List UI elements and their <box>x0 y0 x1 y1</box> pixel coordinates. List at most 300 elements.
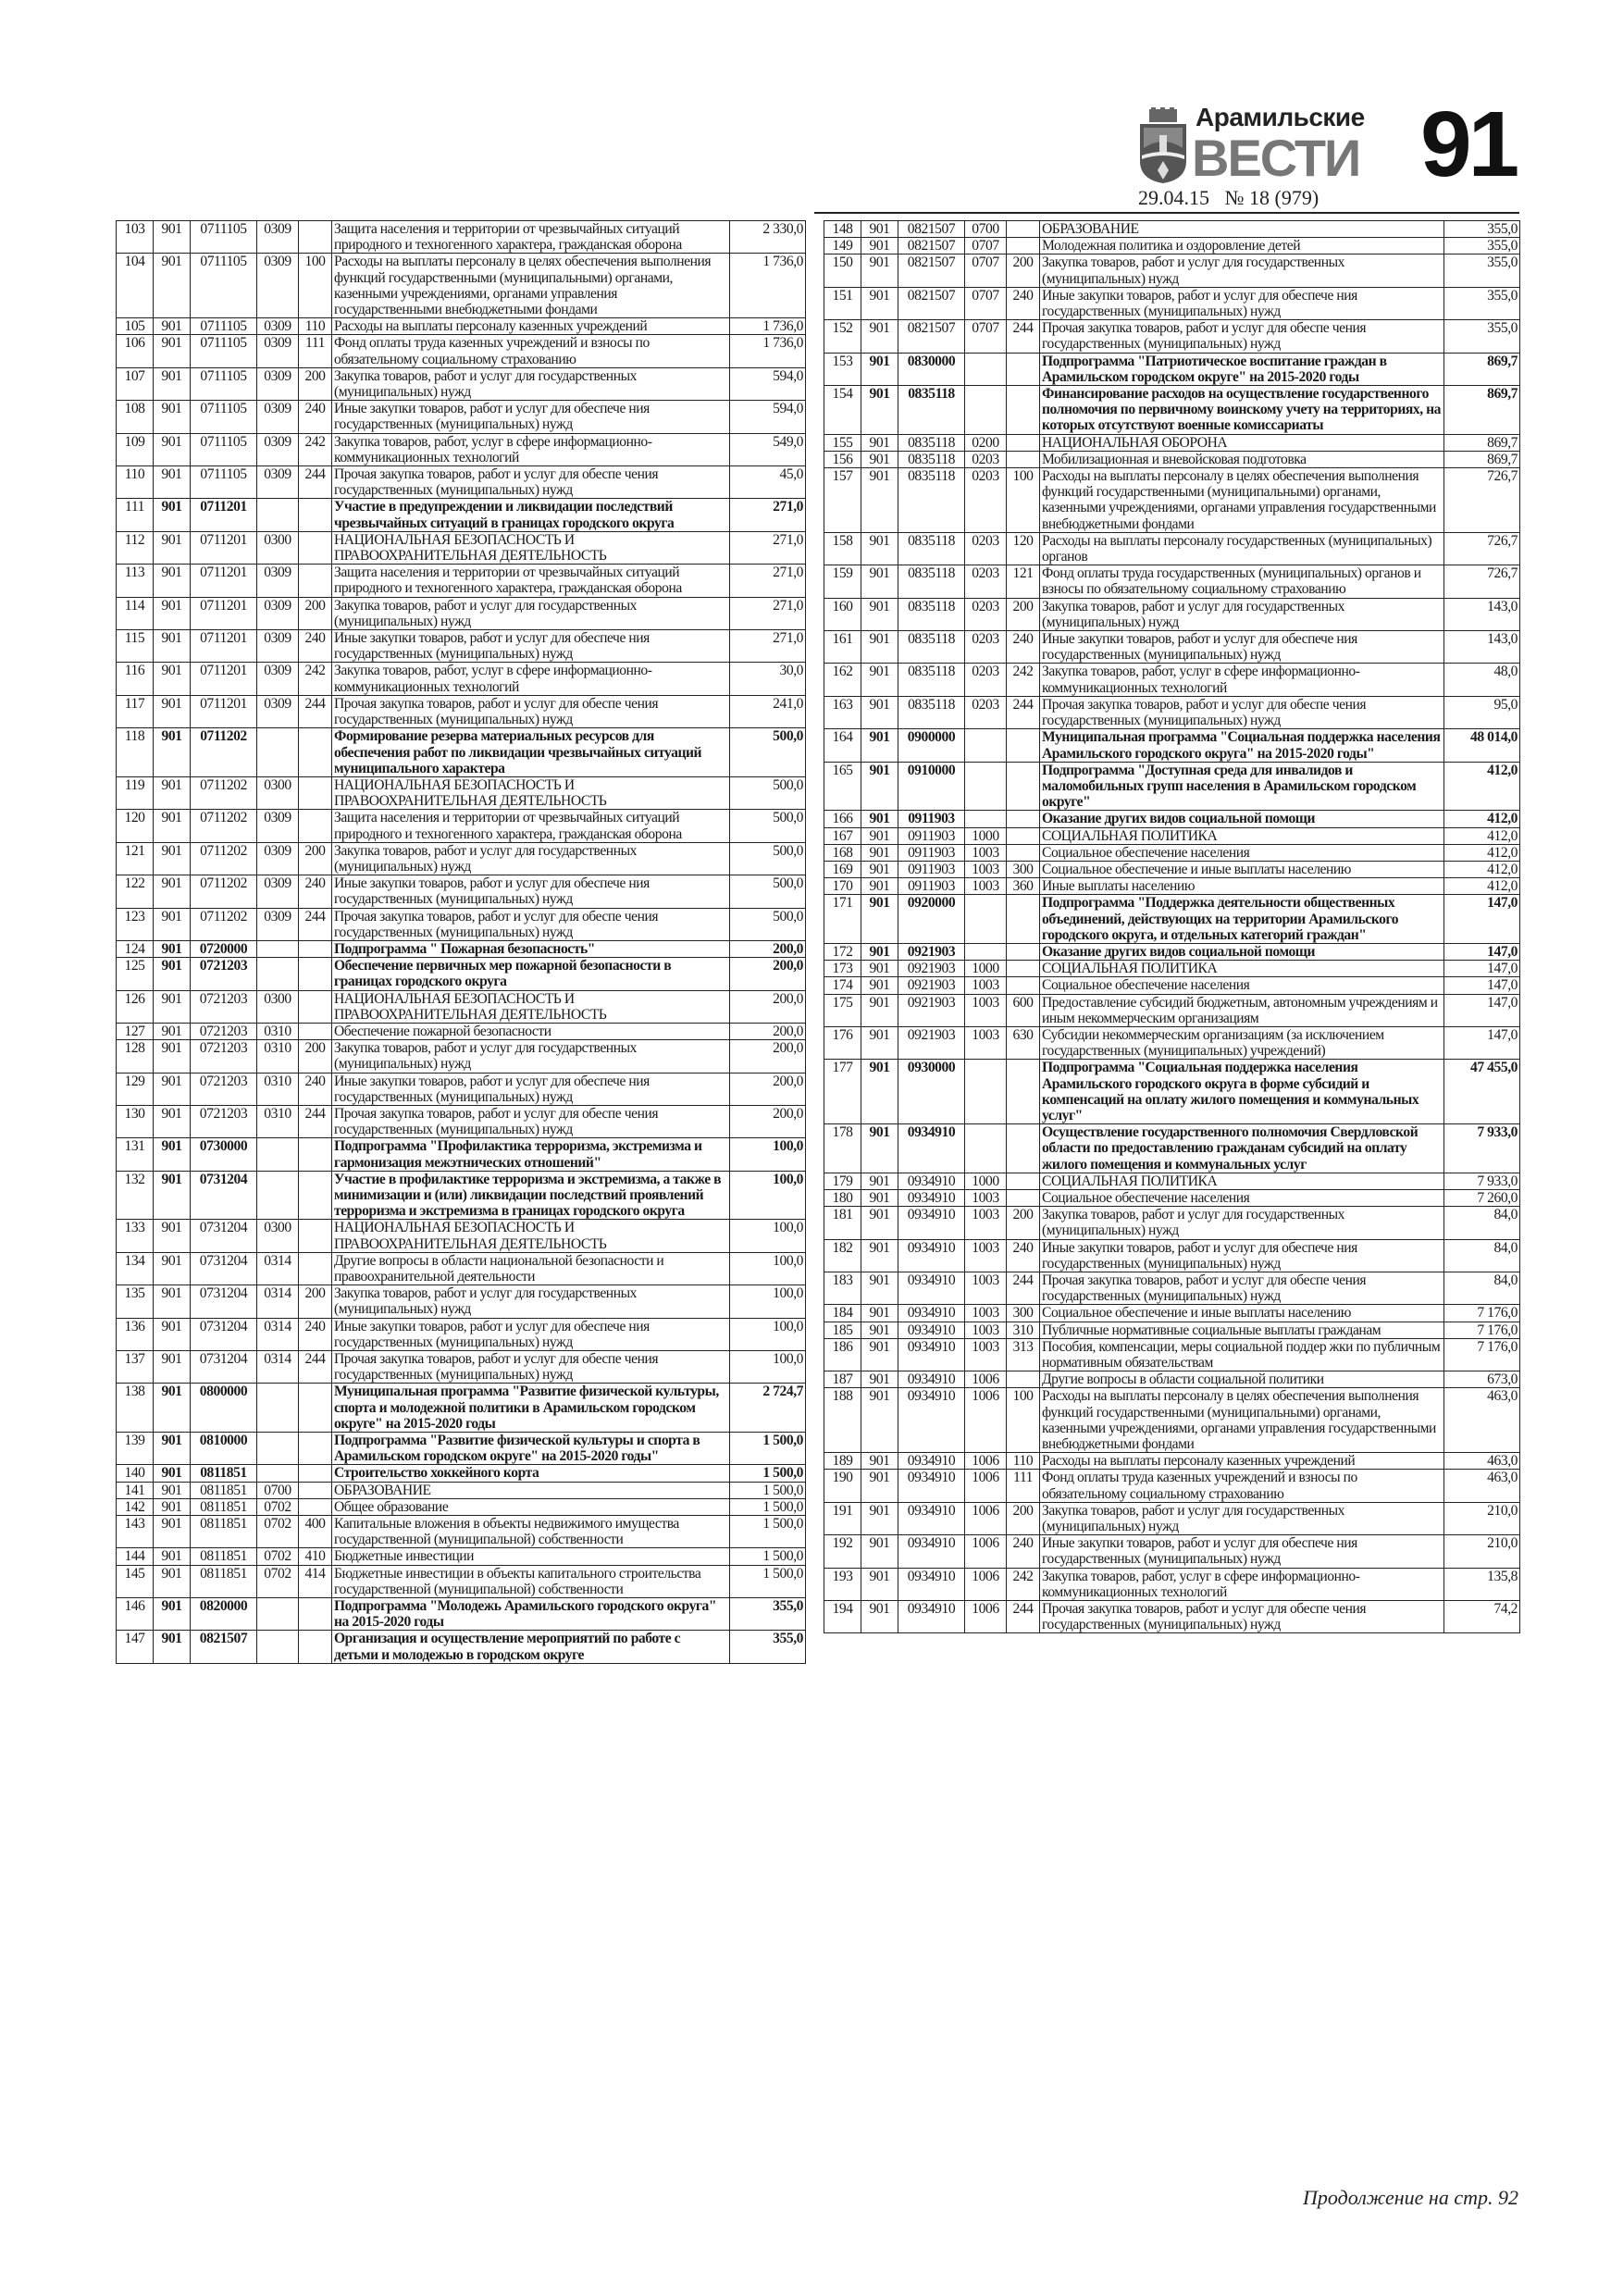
section-code <box>965 729 1007 762</box>
table-row <box>824 468 1520 533</box>
item-description: Прочая закупка товаров, работ и услуг для обеспе чения государственных (муниципальных) нужд <box>332 466 730 499</box>
row-number: 135 <box>117 1285 154 1318</box>
amount: 47 455,0 <box>1444 1060 1520 1124</box>
section-code: 1006 <box>965 1388 1007 1453</box>
section-code: 0309 <box>257 401 299 433</box>
amount: 45,0 <box>730 466 806 499</box>
section-code: 0203 <box>965 532 1007 565</box>
row-number: 106 <box>117 335 154 367</box>
target-item-code: 0711202 <box>191 908 257 940</box>
target-item-code: 0911903 <box>898 861 965 877</box>
row-number: 141 <box>117 1482 154 1498</box>
expense-type-code: 313 <box>1007 1338 1040 1371</box>
section-code: 1006 <box>965 1568 1007 1600</box>
item-description: Прочая закупка товаров, работ и услуг для обеспе чения государственных (муниципальных) нужд <box>1040 320 1444 353</box>
expense-type-code: 244 <box>299 1105 332 1137</box>
item-description: Общее образование <box>332 1498 730 1515</box>
amount: 271,0 <box>730 630 806 663</box>
expense-type-code <box>299 1171 332 1220</box>
section-code: 1006 <box>965 1535 1007 1568</box>
amount: 100,0 <box>730 1220 806 1252</box>
row-number: 121 <box>117 842 154 875</box>
section-code: 0309 <box>257 221 299 254</box>
table-row <box>117 1318 806 1350</box>
expense-type-code: 242 <box>299 663 332 695</box>
ministry-code: 901 <box>861 1322 898 1338</box>
amount: 355,0 <box>730 1631 806 1663</box>
ministry-code: 901 <box>154 776 191 809</box>
expense-type-code: 240 <box>299 401 332 433</box>
ministry-code: 901 <box>861 1470 898 1502</box>
table-row <box>117 1040 806 1073</box>
row-number: 115 <box>117 630 154 663</box>
row-number: 127 <box>117 1023 154 1039</box>
item-description: Другие вопросы в области социальной политики <box>1040 1371 1444 1388</box>
amount: 147,0 <box>1444 961 1520 977</box>
expense-type-code <box>299 1023 332 1039</box>
item-description: Бюджетные инвестиции <box>332 1548 730 1565</box>
table-row <box>117 1384 806 1433</box>
ministry-code: 901 <box>154 1482 191 1498</box>
row-number: 137 <box>117 1351 154 1384</box>
table-row <box>117 1220 806 1252</box>
item-description: Обеспечение пожарной безопасности <box>332 1023 730 1039</box>
section-code: 1006 <box>965 1502 1007 1534</box>
item-description: Иные закупки товаров, работ и услуг для обеспече ния государственных (муниципальных) нужд <box>332 1318 730 1350</box>
row-number: 169 <box>824 861 861 877</box>
ministry-code: 901 <box>861 861 898 877</box>
item-description: Подпрограмма "Развитие физической культуры и спорта в Арамильском городском округе" на 2015-2020 годы" <box>332 1433 730 1465</box>
expense-type-code <box>299 565 332 597</box>
target-item-code: 0835118 <box>898 532 965 565</box>
expense-type-code <box>1007 943 1040 960</box>
ministry-code: 901 <box>154 695 191 727</box>
amount: 7 933,0 <box>1444 1173 1520 1189</box>
target-item-code: 0911903 <box>898 827 965 844</box>
table-row <box>117 565 806 597</box>
issue-date-number: 29.04.15 № 18 (979) <box>1138 186 1319 209</box>
row-number: 129 <box>117 1073 154 1105</box>
target-item-code: 0811851 <box>191 1548 257 1565</box>
ministry-code: 901 <box>861 1124 898 1173</box>
expense-type-code <box>299 1598 332 1631</box>
row-number: 166 <box>824 811 861 827</box>
table-row <box>117 1631 806 1663</box>
item-description: Фонд оплаты труда казенных учреждений и взносы по обязательному социальному страхованию <box>1040 1470 1444 1502</box>
target-item-code: 0731204 <box>191 1171 257 1220</box>
section-code: 1003 <box>965 1305 1007 1322</box>
ministry-code: 901 <box>154 1465 191 1482</box>
amount: 355,0 <box>1444 221 1520 238</box>
amount: 500,0 <box>730 776 806 809</box>
item-description: Прочая закупка товаров, работ и услуг для обеспе чения государственных (муниципальных) нужд <box>1040 1601 1444 1633</box>
target-item-code: 0811851 <box>191 1565 257 1597</box>
ministry-code: 901 <box>154 875 191 908</box>
expense-type-code <box>1007 729 1040 762</box>
ministry-code: 901 <box>154 1138 191 1171</box>
section-code: 1003 <box>965 861 1007 877</box>
row-number: 110 <box>117 466 154 499</box>
amount: 412,0 <box>1444 762 1520 811</box>
target-item-code: 0821507 <box>898 221 965 238</box>
item-description: Расходы на выплаты персоналу в целях обеспечения выполнения функций государственными (муниципальными) органами, казенными учреждениями, органами управления государственными внебюджетными фондами <box>1040 1388 1444 1453</box>
item-description: Организация и осуществление мероприятий по работе с детьми и молодежью в городском округе <box>332 1631 730 1663</box>
amount: 1 500,0 <box>730 1516 806 1548</box>
table-row <box>824 1470 1520 1502</box>
item-description: Подпрограмма "Патриотическое воспитание граждан в Арамильском городском округе" на 2015-2020 годы <box>1040 353 1444 385</box>
table-row <box>117 221 806 254</box>
expense-type-code <box>299 1384 332 1433</box>
expense-type-code: 410 <box>299 1548 332 1565</box>
table-row <box>824 729 1520 762</box>
table-row <box>117 1498 806 1515</box>
amount: 355,0 <box>1444 287 1520 319</box>
ministry-code: 901 <box>154 842 191 875</box>
expense-type-code <box>299 776 332 809</box>
ministry-code: 901 <box>154 1318 191 1350</box>
row-number: 162 <box>824 664 861 696</box>
target-item-code: 0835118 <box>898 468 965 533</box>
item-description: Социальное обеспечение населения <box>1040 1189 1444 1206</box>
expense-type-code: 200 <box>299 842 332 875</box>
row-number: 130 <box>117 1105 154 1137</box>
row-number: 128 <box>117 1040 154 1073</box>
row-number: 187 <box>824 1371 861 1388</box>
target-item-code: 0934910 <box>898 1207 965 1239</box>
row-number: 136 <box>117 1318 154 1350</box>
target-item-code: 0934910 <box>898 1124 965 1173</box>
item-description: Расходы на выплаты персоналу казенных учреждений <box>332 318 730 335</box>
table-row <box>824 598 1520 630</box>
row-number: 191 <box>824 1502 861 1534</box>
masthead <box>1138 93 1527 210</box>
section-code: 0300 <box>257 1220 299 1252</box>
item-description: Закупка товаров, работ и услуг для государственных (муниципальных) нужд <box>332 1040 730 1073</box>
amount: 147,0 <box>1444 895 1520 944</box>
ministry-code: 901 <box>154 1498 191 1515</box>
section-code: 1003 <box>965 1189 1007 1206</box>
ministry-code: 901 <box>861 977 898 994</box>
table-row <box>824 811 1520 827</box>
amount: 200,0 <box>730 990 806 1023</box>
table-row <box>824 1124 1520 1173</box>
amount: 869,7 <box>1444 386 1520 435</box>
expense-type-code <box>1007 844 1040 861</box>
expense-type-code: 200 <box>299 597 332 629</box>
item-description: Защита населения и территории от чрезвычайных ситуаций природного и техногенного характера, гражданская оборона <box>332 810 730 842</box>
expense-type-code <box>1007 386 1040 435</box>
ministry-code: 901 <box>154 1105 191 1137</box>
amount: 147,0 <box>1444 977 1520 994</box>
item-description: Предоставление субсидий бюджетным, автономным учреждениям и иным некоммерческим организациям <box>1040 994 1444 1026</box>
target-item-code: 0921903 <box>898 994 965 1026</box>
ministry-code: 901 <box>154 958 191 990</box>
section-code: 1000 <box>965 827 1007 844</box>
ministry-code: 901 <box>861 1305 898 1322</box>
row-number: 117 <box>117 695 154 727</box>
table-row <box>824 762 1520 811</box>
target-item-code: 0711105 <box>191 254 257 318</box>
ministry-code: 901 <box>154 1433 191 1465</box>
row-number: 182 <box>824 1239 861 1272</box>
row-number: 153 <box>824 353 861 385</box>
coat-of-arms-logo-icon <box>1138 107 1188 183</box>
amount: 1 500,0 <box>730 1565 806 1597</box>
row-number: 108 <box>117 401 154 433</box>
ministry-code: 901 <box>861 468 898 533</box>
row-number: 149 <box>824 238 861 254</box>
amount: 147,0 <box>1444 994 1520 1026</box>
target-item-code: 0711202 <box>191 810 257 842</box>
table-row <box>824 696 1520 728</box>
table-row <box>117 433 806 465</box>
row-number: 145 <box>117 1565 154 1597</box>
section-code: 0314 <box>257 1318 299 1350</box>
item-description: НАЦИОНАЛЬНАЯ ОБОРОНА <box>1040 434 1444 451</box>
item-description: Бюджетные инвестиции в объекты капитального строительства государственной (муниципальной) собственности <box>332 1565 730 1597</box>
item-description: Защита населения и территории от чрезвычайных ситуаций природного и техногенного характера, гражданская оборона <box>332 221 730 254</box>
table-row <box>824 254 1520 287</box>
amount: 7 260,0 <box>1444 1189 1520 1206</box>
section-code: 1006 <box>965 1601 1007 1633</box>
amount: 463,0 <box>1444 1388 1520 1453</box>
row-number: 132 <box>117 1171 154 1220</box>
amount: 2 724,7 <box>730 1384 806 1433</box>
amount: 100,0 <box>730 1318 806 1350</box>
ministry-code: 901 <box>861 451 898 467</box>
row-number: 158 <box>824 532 861 565</box>
expense-type-code <box>299 958 332 990</box>
target-item-code: 0721203 <box>191 1023 257 1039</box>
section-code: 0309 <box>257 565 299 597</box>
amount: 412,0 <box>1444 811 1520 827</box>
item-description: Закупка товаров, работ и услуг для государственных (муниципальных) нужд <box>332 1285 730 1318</box>
target-item-code: 0911903 <box>898 844 965 861</box>
amount: 726,7 <box>1444 532 1520 565</box>
amount: 147,0 <box>1444 1026 1520 1059</box>
expense-type-code: 244 <box>299 908 332 940</box>
ministry-code: 901 <box>154 1598 191 1631</box>
item-description: НАЦИОНАЛЬНАЯ БЕЗОПАСНОСТЬ И ПРАВООХРАНИТЕЛЬНАЯ ДЕЯТЕЛЬНОСТЬ <box>332 990 730 1023</box>
expense-type-code: 200 <box>299 367 332 400</box>
table-row <box>117 875 806 908</box>
ministry-code: 901 <box>861 1568 898 1600</box>
ministry-code: 901 <box>861 598 898 630</box>
table-row <box>824 895 1520 944</box>
section-code <box>257 1433 299 1465</box>
item-description: Капитальные вложения в объекты недвижимого имущества государственной (муниципальной) собственности <box>332 1516 730 1548</box>
ministry-code: 901 <box>154 1351 191 1384</box>
amount: 355,0 <box>1444 254 1520 287</box>
item-description: Участие в профилактике терроризма и экстремизма, а также в минимизации и (или) ликвидации последствий проявлений терроризма и экстремизма в границах городского округа <box>332 1171 730 1220</box>
expense-type-code <box>299 1138 332 1171</box>
row-number: 134 <box>117 1252 154 1285</box>
item-description: НАЦИОНАЛЬНАЯ БЕЗОПАСНОСТЬ И ПРАВООХРАНИТЕЛЬНАЯ ДЕЯТЕЛЬНОСТЬ <box>332 1220 730 1252</box>
amount: 143,0 <box>1444 598 1520 630</box>
ministry-code: 901 <box>861 221 898 238</box>
table-row <box>117 990 806 1023</box>
table-row <box>117 597 806 629</box>
amount: 1 736,0 <box>730 254 806 318</box>
ministry-code: 901 <box>861 762 898 811</box>
amount: 135,8 <box>1444 1568 1520 1600</box>
row-number: 150 <box>824 254 861 287</box>
section-code: 0702 <box>257 1548 299 1565</box>
amount: 1 736,0 <box>730 335 806 367</box>
expense-type-code <box>1007 961 1040 977</box>
continuation-note: Продолжение на стр. 92 <box>1303 2186 1518 2209</box>
ministry-code: 901 <box>861 994 898 1026</box>
section-code <box>257 958 299 990</box>
table-row <box>824 977 1520 994</box>
row-number: 118 <box>117 728 154 777</box>
table-row <box>824 1189 1520 1206</box>
section-code: 0300 <box>257 531 299 564</box>
row-number: 155 <box>824 434 861 451</box>
item-description: Подпрограмма "Социальная поддержка населения Арамильского городского округа в форме субсидий и компенсаций на оплату жилого помещения и коммунальных услуг" <box>1040 1060 1444 1124</box>
item-description: Подпрограмма "Поддержка деятельности общественных объединений, действующих на территории Арамильского городского округа, и отдельных категорий граждан" <box>1040 895 1444 944</box>
table-row <box>117 1598 806 1631</box>
target-item-code: 0934910 <box>898 1453 965 1470</box>
expense-type-code: 630 <box>1007 1026 1040 1059</box>
expense-type-code: 240 <box>1007 631 1040 664</box>
target-item-code: 0711105 <box>191 318 257 335</box>
section-code <box>965 811 1007 827</box>
expense-type-code: 242 <box>299 433 332 465</box>
expense-type-code: 240 <box>299 875 332 908</box>
section-code: 0310 <box>257 1040 299 1073</box>
item-description: Иные закупки товаров, работ и услуг для обеспече ния государственных (муниципальных) нужд <box>332 630 730 663</box>
section-code: 0314 <box>257 1252 299 1285</box>
target-item-code: 0711202 <box>191 776 257 809</box>
table-row <box>824 1535 1520 1568</box>
table-row <box>117 1252 806 1285</box>
ministry-code: 901 <box>154 1548 191 1565</box>
ministry-code: 901 <box>861 1601 898 1633</box>
table-row <box>824 1371 1520 1388</box>
section-code: 1006 <box>965 1453 1007 1470</box>
expense-type-code: 360 <box>1007 878 1040 895</box>
amount: 95,0 <box>1444 696 1520 728</box>
section-code: 0310 <box>257 1105 299 1137</box>
amount: 210,0 <box>1444 1502 1520 1534</box>
section-code: 0309 <box>257 810 299 842</box>
item-description: Социальное обеспечение и иные выплаты населению <box>1040 1305 1444 1322</box>
item-description: Муниципальная программа "Развитие физической культуры, спорта и молодежной политики в Арамильском городском округе" на 2015-2020 годы <box>332 1384 730 1433</box>
expense-type-code: 240 <box>1007 287 1040 319</box>
table-row <box>117 1073 806 1105</box>
row-number: 125 <box>117 958 154 990</box>
row-number: 133 <box>117 1220 154 1252</box>
amount: 412,0 <box>1444 878 1520 895</box>
row-number: 144 <box>117 1548 154 1565</box>
item-description: Подпрограмма "Доступная среда для инвалидов и маломобильных групп населения в Арамильском городском округе" <box>1040 762 1444 811</box>
item-description: Пособия, компенсации, меры социальной поддер жки по публичным нормативным обязательствам <box>1040 1338 1444 1371</box>
table-row <box>117 531 806 564</box>
amount: 7 176,0 <box>1444 1322 1520 1338</box>
section-code: 0300 <box>257 776 299 809</box>
expense-type-code <box>1007 1124 1040 1173</box>
target-item-code: 0811851 <box>191 1498 257 1515</box>
section-code <box>257 940 299 957</box>
expense-type-code: 111 <box>1007 1470 1040 1502</box>
section-code <box>257 1384 299 1433</box>
target-item-code: 0934910 <box>898 1502 965 1534</box>
ministry-code: 901 <box>861 1173 898 1189</box>
row-number: 151 <box>824 287 861 319</box>
amount: 463,0 <box>1444 1470 1520 1502</box>
amount: 200,0 <box>730 958 806 990</box>
amount: 210,0 <box>1444 1535 1520 1568</box>
amount: 200,0 <box>730 1073 806 1105</box>
section-code: 0300 <box>257 990 299 1023</box>
expense-type-code: 242 <box>1007 664 1040 696</box>
expense-type-code <box>1007 1189 1040 1206</box>
target-item-code: 0711201 <box>191 695 257 727</box>
item-description: Социальное обеспечение населения <box>1040 844 1444 861</box>
section-code <box>965 1060 1007 1124</box>
target-item-code: 0811851 <box>191 1465 257 1482</box>
table-row <box>824 386 1520 435</box>
row-number: 159 <box>824 565 861 598</box>
amount: 412,0 <box>1444 861 1520 877</box>
ministry-code: 901 <box>861 1060 898 1124</box>
ministry-code: 901 <box>154 1220 191 1252</box>
target-item-code: 0711105 <box>191 433 257 465</box>
table-row <box>117 401 806 433</box>
section-code: 0203 <box>965 631 1007 664</box>
target-item-code: 0711105 <box>191 367 257 400</box>
section-code: 0309 <box>257 597 299 629</box>
target-item-code: 0721203 <box>191 990 257 1023</box>
row-number: 194 <box>824 1601 861 1633</box>
target-item-code: 0835118 <box>898 565 965 598</box>
target-item-code: 0835118 <box>898 696 965 728</box>
ministry-code: 901 <box>861 895 898 944</box>
ministry-code: 901 <box>861 696 898 728</box>
expense-type-code: 600 <box>1007 994 1040 1026</box>
item-description: Прочая закупка товаров, работ и услуг для обеспе чения государственных (муниципальных) нужд <box>332 908 730 940</box>
expense-type-code <box>1007 762 1040 811</box>
table-row <box>117 1023 806 1039</box>
page-number: 91 <box>1420 93 1517 196</box>
table-row <box>117 499 806 531</box>
row-number: 174 <box>824 977 861 994</box>
ministry-code: 901 <box>861 729 898 762</box>
row-number: 173 <box>824 961 861 977</box>
item-description: СОЦИАЛЬНАЯ ПОЛИТИКА <box>1040 827 1444 844</box>
row-number: 124 <box>117 940 154 957</box>
section-code <box>965 353 1007 385</box>
target-item-code: 0934910 <box>898 1173 965 1189</box>
expense-type-code <box>299 728 332 777</box>
row-number: 148 <box>824 221 861 238</box>
row-number: 104 <box>117 254 154 318</box>
expense-type-code: 200 <box>299 1285 332 1318</box>
item-description: Закупка товаров, работ, услуг в сфере информационно-коммуникационных технологий <box>332 663 730 695</box>
item-description: НАЦИОНАЛЬНАЯ БЕЗОПАСНОСТЬ И ПРАВООХРАНИТЕЛЬНАЯ ДЕЯТЕЛЬНОСТЬ <box>332 776 730 809</box>
row-number: 138 <box>117 1384 154 1433</box>
item-description: Закупка товаров, работ и услуг для государственных (муниципальных) нужд <box>332 367 730 400</box>
target-item-code: 0711201 <box>191 597 257 629</box>
expense-type-code: 300 <box>1007 861 1040 877</box>
table-row <box>824 1026 1520 1059</box>
expense-type-code: 100 <box>299 254 332 318</box>
section-code: 0309 <box>257 254 299 318</box>
target-item-code: 0731204 <box>191 1285 257 1318</box>
amount: 74,2 <box>1444 1601 1520 1633</box>
ministry-code: 901 <box>154 565 191 597</box>
